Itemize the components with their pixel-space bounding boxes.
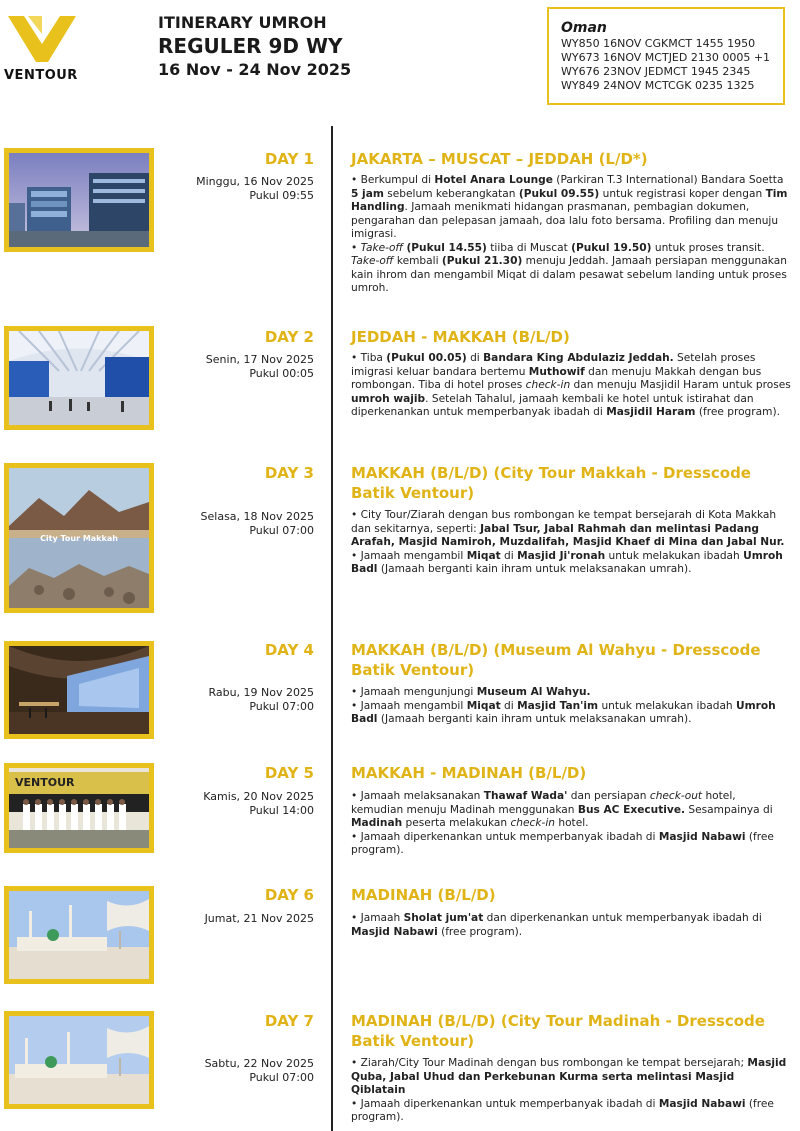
flight-line: WY849 24NOV MCTCGK 0235 1325 <box>561 79 755 92</box>
day-label: DAY 3 <box>264 464 314 482</box>
day-description <box>351 912 791 939</box>
day-date: Rabu, 19 Nov 2025 <box>208 686 314 699</box>
day-paragraph: • Jamaah diperkenankan untuk memperbanyak ibadah di Masjid Nabawi (free program). <box>351 830 774 856</box>
day-paragraph: • Jamaah diperkenankan untuk memperbanyak ibadah di Masjid Nabawi (free program). <box>351 1097 774 1123</box>
day-label: DAY 6 <box>264 886 314 904</box>
day-paragraph: • Ziarah/City Tour Madinah dengan bus rombongan ke tempat bersejarah; Masjid Quba, Jabal Uhud dan Perkebunan Kurma serta melintasi Masjid Qiblatain <box>351 1057 787 1096</box>
title-line-1: ITINERARY UMROH <box>158 13 327 32</box>
day-paragraph: • Jamaah mengunjungi Museum Al Wahyu. <box>351 686 591 698</box>
title-line-2: REGULER 9D WY <box>158 34 343 58</box>
brand-name: VENTOUR <box>4 68 78 83</box>
day-title: MAKKAH (B/L/D) (City Tour Makkah - Dresscode Batik Ventour) <box>351 464 751 502</box>
airport-terminal-photo-icon <box>9 331 149 425</box>
timeline-divider <box>331 126 333 1131</box>
airline-name: Oman <box>561 20 607 36</box>
day-photo <box>4 886 154 984</box>
day-photo <box>4 326 154 430</box>
museum-screen-photo-icon <box>9 646 149 734</box>
day-photo <box>4 148 154 252</box>
day-label: DAY 7 <box>264 1012 314 1030</box>
day-date: Sabtu, 22 Nov 2025 <box>204 1057 314 1070</box>
day-paragraph: • City Tour/Ziarah dengan bus rombongan ke tempat bersejarah di Kota Makkah dan sekitarnya, seperti: Jabal Tsur, Jabal Rahmah dan melintasi Padang Arafah, Masjid Namiroh, Muzdalifah, Masjid Khaef di Mina dan Jabal Nur. <box>351 509 785 548</box>
day-paragraph: • Jamaah Sholat jum'at dan diperkenankan untuk memperbanyak ibadah di Masjid Nabawi (free program). <box>351 912 762 938</box>
day-time: Pukul 07:00 <box>249 700 314 713</box>
day-paragraph: • Take-off (Pukul 14.55) tiiba di Muscat (Pukul 19.50) untuk proses transit. Take-off kembali (Pukul 21.30) menuju Jeddah. Jamaah persiapan menggunakan kain ihrom dan mengambil Miqat di dalam pesawat sebelum landing untuk proses umroh. <box>351 241 787 294</box>
bus-brand-text: VENTOUR <box>15 776 75 789</box>
day-paragraph: • Tiba (Pukul 00.05) di Bandara King Abdulaziz Jeddah. Setelah proses imigrasi keluar bandara bertemu Muthowif dan menuju Makkah dengan bus rombongan. Tiba di hotel proses check-in dan menuju Masjidil Haram untuk proses umroh wajib. Setelah Tahalul, jamaah kembali ke hotel untuk istirahat dan diperkenankan untuk memperbanyak ibadah di Masjidil Haram (free program). <box>351 352 791 418</box>
day-title: JAKARTA – MUSCAT – JEDDAH (L/D*) <box>351 150 648 168</box>
day-date: Selasa, 18 Nov 2025 <box>200 510 314 523</box>
day-photo <box>4 1011 154 1109</box>
day-time: Pukul 07:00 <box>249 524 314 537</box>
day-description <box>351 352 791 420</box>
ventour-logo-icon <box>8 12 76 66</box>
itinerary-title <box>158 13 351 81</box>
hotel-building-photo-icon <box>9 153 149 247</box>
title-date-range: 16 Nov - 24 Nov 2025 <box>158 60 352 79</box>
flight-schedule-box <box>547 7 785 105</box>
brand-logo <box>4 12 84 84</box>
day-time: Pukul 07:00 <box>249 1071 314 1084</box>
day-label: DAY 5 <box>264 764 314 782</box>
day-paragraph: • Jamaah mengambil Miqat di Masjid Ji'ronah untuk melakukan ibadah Umroh Badl (Jamaah berganti kain ihram untuk melaksanakan umrah). <box>351 549 783 575</box>
day-title: JEDDAH - MAKKAH (B/L/D) <box>351 328 570 346</box>
day-title: MAKKAH - MADINAH (B/L/D) <box>351 764 587 782</box>
flight-line: WY673 16NOV MCTJED 2130 0005 +1 <box>561 51 771 64</box>
day-date: Kamis, 20 Nov 2025 <box>203 790 314 803</box>
day-date: Jumat, 21 Nov 2025 <box>204 912 314 925</box>
day-label: DAY 4 <box>264 641 314 659</box>
day-description <box>351 174 791 296</box>
day-paragraph: • Jamaah mengambil Miqat di Masjid Tan'im untuk melakukan ibadah Umroh Badl (Jamaah berganti kain ihram untuk melaksanakan umrah). <box>351 699 776 725</box>
day-description <box>351 686 791 727</box>
flight-line: WY850 16NOV CGKMCT 1455 1950 <box>561 37 756 50</box>
day-label: DAY 1 <box>264 150 314 168</box>
day-time: Pukul 09:55 <box>249 189 314 202</box>
day-photo <box>4 641 154 739</box>
day-description <box>351 1057 791 1125</box>
flight-line: WY676 23NOV JEDMCT 1945 2345 <box>561 65 751 78</box>
day-date: Senin, 17 Nov 2025 <box>205 353 314 366</box>
day-paragraph: • Jamaah melaksanakan Thawaf Wada' dan persiapan check-out hotel, kemudian menuju Madinah menggunakan Bus AC Executive. Sesampainya di Madinah peserta melakukan check-in hotel. <box>351 790 773 829</box>
day-photo <box>4 763 154 853</box>
day-photo <box>4 463 154 613</box>
day-title: MADINAH (B/L/D) (City Tour Madinah - Dresscode Batik Ventour) <box>351 1012 765 1050</box>
day-description <box>351 509 791 577</box>
day-description <box>351 790 791 858</box>
day-title: MADINAH (B/L/D) <box>351 886 496 904</box>
day-title: MAKKAH (B/L/D) (Museum Al Wahyu - Dresscode Batik Ventour) <box>351 641 761 679</box>
photo-caption: City Tour Makkah <box>40 534 118 543</box>
day-paragraph: • Berkumpul di Hotel Anara Lounge (Parkiran T.3 International) Bandara Soetta 5 jam sebelum keberangkatan (Pukul 09.55) untuk registrasi koper dengan Tim Handling. Jamaah menikmati hidangan prasmanan, pembagian dokumen, pengarahan dan pelepasan jamaah, doa lalu foto bersama. Profiling dan menuju imigrasi. <box>351 174 788 240</box>
nabawi-mosque-photo-icon <box>9 891 149 979</box>
day-time: Pukul 14:00 <box>249 804 314 817</box>
day-time: Pukul 00:05 <box>249 367 314 380</box>
madinah-mosque-photo-icon <box>9 1016 149 1104</box>
day-label: DAY 2 <box>264 328 314 346</box>
day-date: Minggu, 16 Nov 2025 <box>196 175 314 188</box>
